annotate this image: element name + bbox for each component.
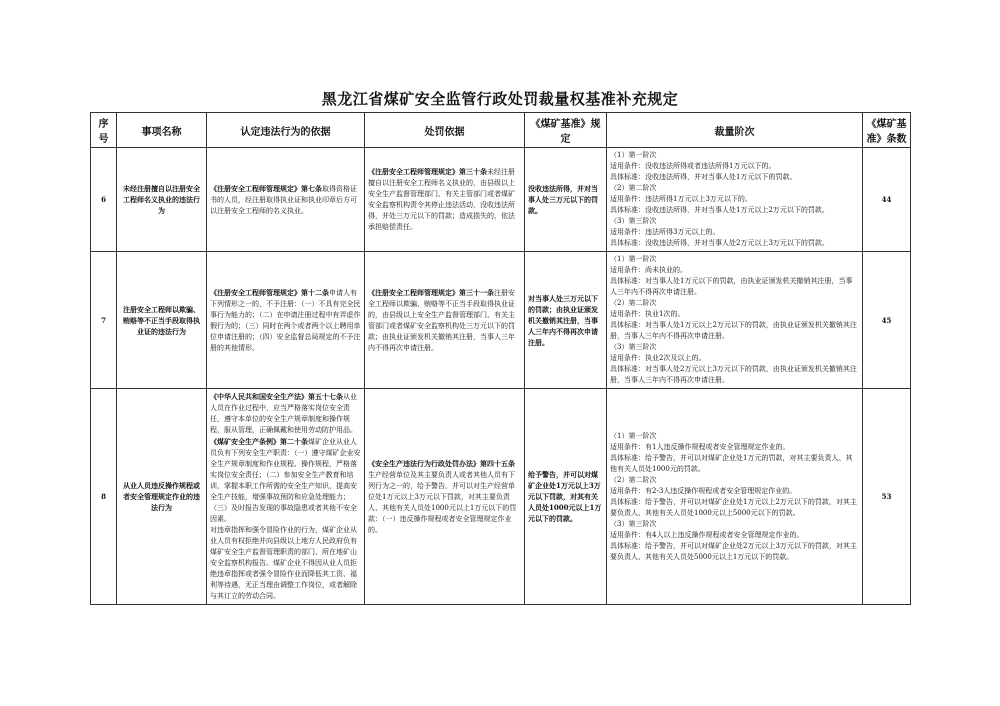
row-count: 53: [863, 389, 911, 605]
row-basis: [207, 252, 365, 389]
level-line: 具体标准：对当事人处1万元以上2万元以下的罚款，由执业证颁发机关撤销其注册，当事人三年内不得再次申请注册。: [610, 321, 857, 340]
level-line: 具体标准：没收违法所得，并对当事人处1万元以下的罚款。: [610, 173, 797, 181]
penalty-title: 《注册安全工程师管理规定》第三十一条: [368, 287, 494, 297]
basis-title: 《注册安全工程师管理规定》第七条: [210, 183, 322, 193]
basis-text: 申请人有下列情形之一的，不予注册：（一）不具有完全民事行为能力的；（二）在申请注册过程中有弄虚作假行为的；（三）同时在两个或者两个以上聘用单位申请注册的；（四）安全监督总局规定的不予注册的其他情形。: [210, 288, 361, 352]
row-levels: [607, 148, 863, 252]
level-line: 具体标准：给予警告，并可以对煤矿企业处1万元的罚款，对其主要负责人、其他有关人员处1000元的罚款。: [610, 453, 853, 473]
header-item: 事项名称: [117, 113, 207, 148]
level-line: 具体标准：没收违法所得，并对当事人处2万元以上3万元以下的罚款。: [610, 239, 829, 247]
level-line: 具体标准：给予警告，并可以对煤矿企业处1万元以上2万元以下的罚款，对其主要负责人、其他有关人员处1000元以上5000元以下的罚款。: [610, 497, 857, 517]
penalty-text: 注册安全工程师以欺骗、贿赂等不正当手段取得执业证的，由县级以上安全生产监督管理部门、有关主管部门或者煤矿安全监察机构处三万元以下的罚款；由执业证颁发机关撤销其注册，当事人三年内不得再次申请注册。: [368, 288, 515, 352]
level-line: （3）第三阶次: [610, 217, 657, 225]
penalty-title: 《安全生产违法行为行政处罚办法》第四十五条: [368, 458, 515, 468]
row-levels: [607, 252, 863, 389]
header-basis: 认定违法行为的依据: [207, 113, 365, 148]
table-row: [91, 389, 911, 605]
row-penalty: [365, 148, 525, 252]
level-line: 具体标准：给予警告，并可以对煤矿企业处2万元以上3万元以下的罚款，对其主要负责人、其他有关人员处5000元以上1万元以下的罚款。: [610, 541, 857, 561]
level-line: 适用条件：有1人违反操作规程或者安全管理规定作业的。: [610, 442, 790, 451]
penalty-text: 未经注册擅自以注册安全工程师名义执业的，由县级以上安全生产监督管理部门、有关主管部门或者煤矿安全监察机构责令其停止违法活动，没收违法所得，并处三万元以下的罚款；造成损失的，依法承担赔偿责任。: [368, 168, 515, 231]
basis-title: 《注册安全工程师管理规定》第十二条: [210, 287, 329, 297]
level-line: （2）第二阶次: [610, 184, 657, 192]
row-item-name: 从业人员违反操作规程或者安全管理规定作业的违法行为: [117, 389, 207, 605]
header-seq: 序号: [91, 113, 117, 148]
level-line: 适用条件：没收违法所得或者违法所得1万元以下的。: [610, 162, 776, 170]
document-title: 黑龙江省煤矿安全监管行政处罚裁量权基准补充规定: [321, 90, 679, 108]
level-line: （1）第一阶次: [610, 255, 657, 263]
basis-text: 从业人员在作业过程中，应当严格落实岗位安全责任，遵守本单位的安全生产规章制度和操作规程，服从管理，正确佩戴和使用劳动防护用品。: [210, 393, 357, 434]
level-line: 具体标准：对当事人处1万元以下的罚款，由执业证颁发机关撤销其注册，当事人三年内不得再次申请注册。: [610, 277, 853, 296]
level-line: （1）第一阶次: [610, 151, 657, 159]
row-basis: [207, 148, 365, 252]
level-line: 适用条件：有2-3人违反操作规程或者安全管理规定作业的。: [610, 486, 797, 495]
row-seq: 7: [91, 252, 117, 389]
level-line: 适用条件：违法所得1万元以上3万元以下的。: [610, 195, 752, 203]
row-penalty: [365, 389, 525, 605]
header-count: 《煤矿基准》条数: [863, 113, 911, 148]
row-std: 给予警告，并可以对煤矿企业处1万元以上3万元以下罚款，对其有关人员处1000元以上1万元以下的罚款。: [525, 389, 607, 605]
table-header-row: [91, 113, 911, 148]
penalty-text: 生产经营单位及其主要负责人或者其他人员有下列行为之一的，给予警告，并可以对生产经营单位处1万元以上3万元以下罚款，对其主要负责人、其他有关人员处1000元以上1万元以下的罚款：（一）违反操作规程或者安全管理规定作业的。: [368, 470, 517, 534]
row-penalty: [365, 252, 525, 389]
row-std: 对当事人处三万元以下的罚款；由执业证颁发机关撤销其注册，当事人三年内不得再次申请注册。: [525, 252, 607, 389]
header-levels: 裁量阶次: [607, 113, 863, 148]
level-line: （2）第二阶次: [610, 475, 657, 484]
row-levels: [607, 389, 863, 605]
row-std: 没收违法所得，并对当事人处三万元以下的罚款。: [525, 148, 607, 252]
table-row: [91, 148, 911, 252]
row-basis: [207, 389, 365, 605]
level-line: 具体标准：对当事人处2万元以上3万元以下的罚款，由执业证颁发机关撤销其注册，当事人三年内不得再次申请注册。: [610, 365, 857, 384]
header-std: 《煤矿基准》规定: [525, 113, 607, 148]
row-count: 45: [863, 252, 911, 389]
basis-text: 取得资格证书的人员，经注册取得执业证和执业印章后方可以注册安全工程师的名义执业。: [210, 184, 357, 215]
penalty-title: 《注册安全工程师管理规定》第三十条: [368, 167, 487, 176]
table-row: [91, 252, 911, 389]
row-count: 44: [863, 148, 911, 252]
level-line: 适用条件：尚未执业的。: [610, 266, 687, 274]
level-line: （2）第二阶次: [610, 299, 657, 307]
row-seq: 8: [91, 389, 117, 605]
basis-text-3: 对违章指挥和强令冒险作业的行为，煤矿企业从业人员有权拒绝并向县级以上地方人民政府负有煤矿安全生产监督管理职责的部门、所在地矿山安全监察机构报告。煤矿企业不得因从业人员拒绝违章指挥或者强令冒险作业而降低其工资、福利等待遇，无正当理由调整工作岗位，或者解除与其订立的劳动合同。: [210, 526, 357, 600]
level-line: 适用条件：有4人以上违反操作规程或者安全管理规定作业的。: [610, 530, 804, 539]
level-line: 适用条件：执业1次的。: [610, 310, 685, 318]
basis-title-2: 《煤矿安全生产条例》第二十条: [210, 437, 308, 446]
level-line: 适用条件：违法所得3万元以上的。: [610, 228, 720, 236]
level-line: （3）第三阶次: [610, 519, 657, 528]
level-line: 具体标准：没收违法所得，并对当事人处1万元以上2万元以下的罚款。: [610, 206, 829, 214]
level-line: （1）第一阶次: [610, 431, 657, 440]
level-line: （3）第三阶次: [610, 343, 657, 351]
row-seq: 6: [91, 148, 117, 252]
header-penalty: 处罚依据: [365, 113, 525, 148]
basis-title: 《中华人民共和国安全生产法》第五十七条: [210, 392, 343, 401]
level-line: 适用条件：执业2次及以上的。: [610, 354, 706, 362]
basis-text-2: 煤矿企业从业人员负有下列安全生产职责：（一）遵守煤矿企业安全生产规章制度和作业规程、操作规程，严格落实岗位安全责任；（二）参加安全生产教育和培训，掌握本职工作所需的安全生产知识，提高安全生产技能，增强事故预防和应急处理能力；（三）及时报告发现的事故隐患或者其他不安全因素。: [210, 438, 361, 523]
penalty-standard-table: [90, 112, 911, 605]
row-item-name: 注册安全工程师以欺骗、贿赂等不正当手段取得执业证的违法行为: [117, 252, 207, 389]
row-item-name: 未经注册擅自以注册安全工程师名义执业的违法行为: [117, 148, 207, 252]
